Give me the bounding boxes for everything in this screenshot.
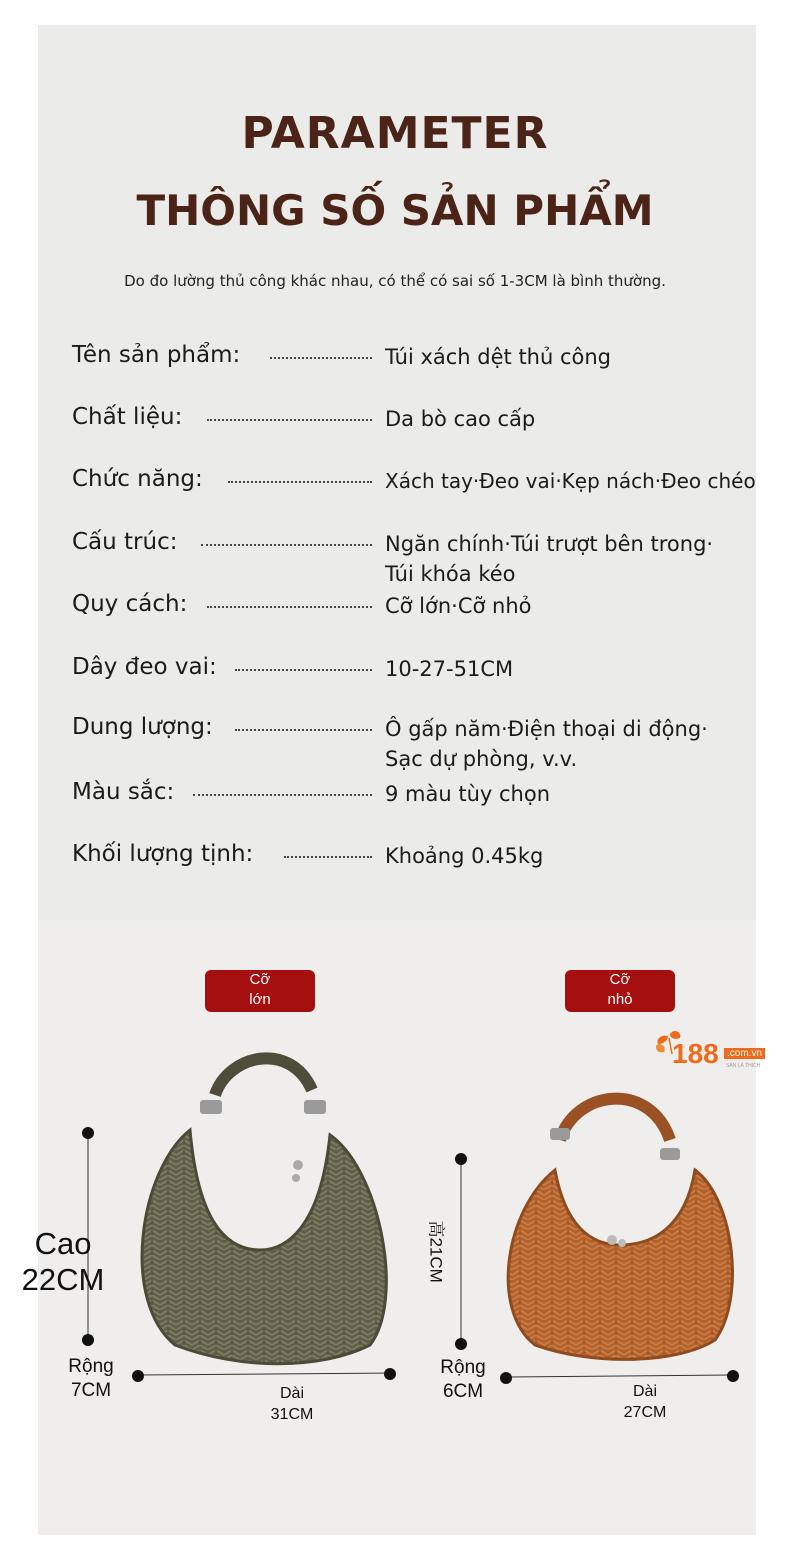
width-text: Rộng [440,1357,486,1378]
spec-label: Dây đeo vai: [72,654,217,680]
badge-line: nhỏ [607,991,633,1008]
badge-line: lớn [249,991,271,1008]
spec-value: 9 màu tùy chọn [385,782,551,806]
title-vietnamese: THÔNG SỐ SẢN PHẨM [136,186,654,235]
spec-value: Xách tay·Đeo vai·Kẹp nách·Đeo chéo [385,469,756,493]
spec-label: Khối lượng tịnh: [72,841,254,867]
width-value: 6CM [442,1381,484,1402]
spec-label: Màu sắc: [72,779,175,805]
badge-line: Cỡ [249,971,271,988]
spec-value-line2: Sạc dự phòng, v.v. [385,747,578,771]
badge-line: Cỡ [609,971,631,988]
small-length-label [610,1381,680,1423]
logo-domain: .com.vn [724,1048,765,1059]
spec-value: Túi xách dệt thủ công [385,345,612,369]
height-value: 22CM [21,1262,105,1297]
large-bag-image [142,1058,386,1363]
small-bag-image [508,1099,732,1360]
length-text: Dài [632,1383,657,1400]
large-width-label [56,1355,126,1403]
spec-value: Ngăn chính·Túi trượt bên trong· [385,532,714,556]
length-text: Dài [279,1385,304,1402]
spec-value: Ô gấp năm·Điện thoại di động· [385,717,708,741]
spec-label: Chất liệu: [72,404,183,430]
width-value: 7CM [70,1380,112,1401]
spec-label: Chức năng: [72,466,203,492]
spec-value-line2: Túi khóa kéo [385,562,516,586]
small-height-label: 高21CM [426,1220,446,1283]
spec-value: Khoảng 0.45kg [385,844,544,868]
small-width-label [428,1356,498,1404]
spec-value: Da bò cao cấp [385,407,536,431]
spec-label: Cấu trúc: [72,529,178,555]
spec-label: Tên sản phẩm: [72,342,241,368]
spec-value: 10-27-51CM [385,657,514,681]
large-length-label [257,1383,327,1425]
spec-label: Dung lượng: [72,714,213,740]
height-text: Cao [34,1226,92,1261]
large-height-label [18,1226,108,1298]
title-english: PARAMETER [241,108,549,159]
width-text: Rộng [68,1356,114,1377]
length-value: 31CM [270,1406,314,1423]
spec-label: Quy cách: [72,591,188,617]
measurement-note: Do đo lường thủ công khác nhau, có thể có sai số 1-3CM là bình thường. [124,272,666,290]
logo-tagline: SĂN LÀ THÍCH [726,1063,761,1069]
spec-value: Cỡ lớn·Cỡ nhỏ [385,594,532,618]
logo-number: 188 [672,1038,719,1069]
length-value: 27CM [623,1404,667,1421]
